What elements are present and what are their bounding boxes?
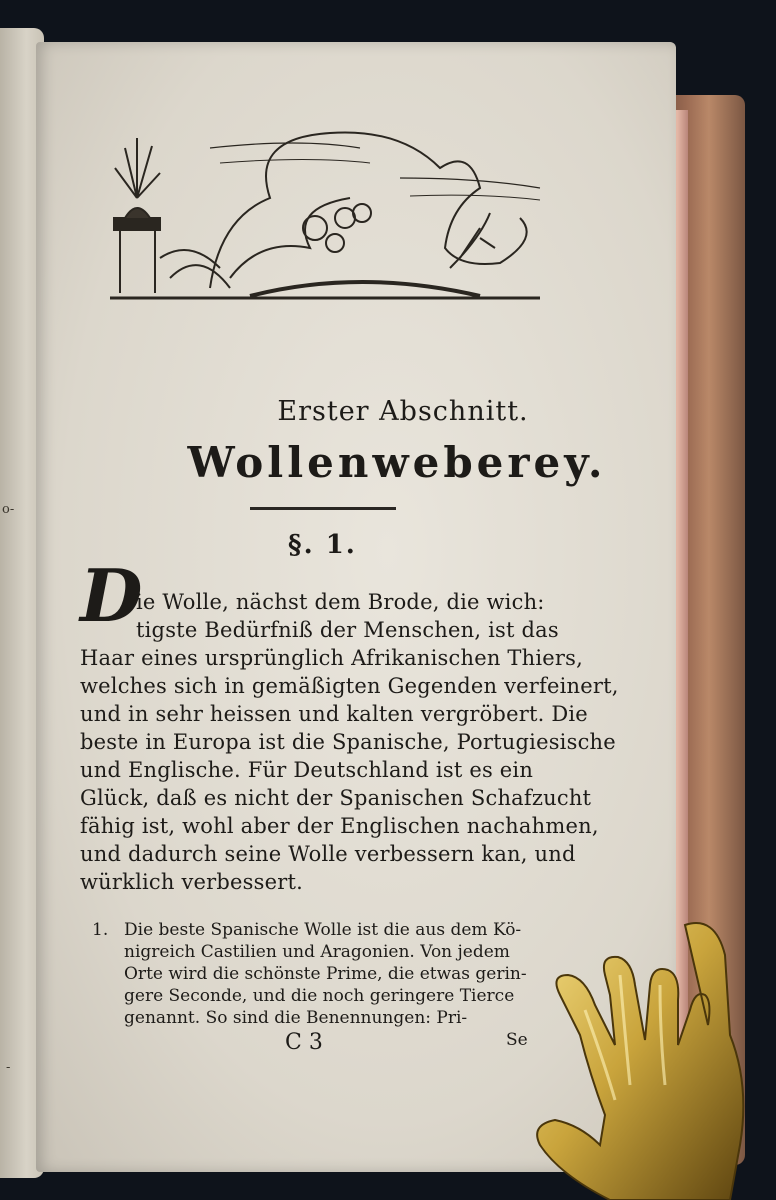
- section-heading: Erster Abschnitt.: [277, 396, 529, 427]
- left-page-fragment: o-: [2, 502, 15, 517]
- chapter-title: Wollenweberey.: [187, 438, 607, 487]
- footnote-line: genannt. So sind die Benennungen: Pri-: [124, 1008, 468, 1028]
- title-rule: [250, 507, 396, 510]
- paragraph-number: §. 1.: [288, 530, 357, 560]
- brass-hand-holder-icon: [500, 915, 776, 1200]
- drop-cap: D: [80, 553, 143, 638]
- footnote-line: Orte wird die schönste Prime, die etwas gerin-: [124, 964, 527, 984]
- body-line: tigste Bedürfniß der Menschen, ist das: [136, 618, 559, 642]
- body-line: und in sehr heissen und kalten vergröbert. Die: [80, 702, 588, 726]
- body-line: ie Wolle, nächst dem Brode, die wich:: [136, 590, 545, 614]
- footnote-line: nigreich Castilien und Aragonien. Von jedem: [124, 942, 510, 962]
- left-page-fragment: -: [6, 1060, 11, 1075]
- footnote-number: 1.: [92, 920, 109, 940]
- body-line: und dadurch seine Wolle verbessern kan, und: [80, 842, 576, 866]
- woodcut-vignette: [100, 118, 550, 308]
- body-line: Haar eines ursprünglich Afrikanischen Thiers,: [80, 646, 583, 670]
- body-line: fähig ist, wohl aber der Englischen nachahmen,: [80, 814, 599, 838]
- footnote-line: Die beste Spanische Wolle ist die aus dem Kö-: [124, 920, 522, 940]
- body-line: würklich verbessert.: [80, 870, 303, 894]
- body-line: Glück, daß es nicht der Spanischen Schafzucht: [80, 786, 592, 810]
- footnote-line: gere Seconde, und die noch geringere Tierce: [124, 986, 515, 1006]
- body-line: welches sich in gemäßigten Gegenden verfeinert,: [80, 674, 619, 698]
- catchword: Se: [506, 1030, 528, 1050]
- body-line: beste in Europa ist die Spanische, Portugiesische: [80, 730, 616, 754]
- signature-mark: C 3: [285, 1030, 323, 1055]
- body-line: und Englische. Für Deutschland ist es ein: [80, 758, 534, 782]
